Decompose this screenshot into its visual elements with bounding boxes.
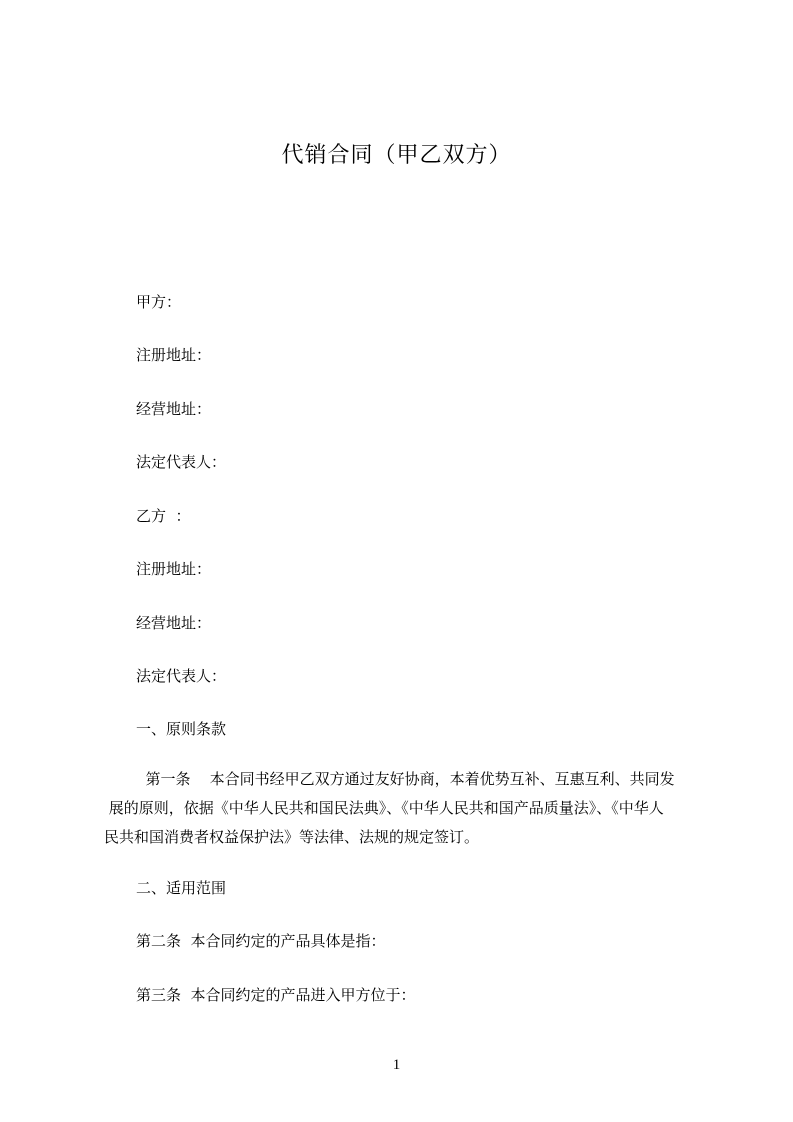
article-2: 第二条 本合同约定的产品具体是指： bbox=[136, 932, 386, 950]
party-a-name-label: 甲方： bbox=[136, 293, 182, 311]
party-a-business-address-label: 经营地址： bbox=[136, 400, 212, 418]
article-1-paragraph bbox=[104, 765, 724, 852]
article-3: 第三条 本合同约定的产品进入甲方位于： bbox=[136, 986, 416, 1004]
document-title: 代销合同（甲乙双方） bbox=[281, 143, 512, 168]
party-b-name-label: 乙方 ： bbox=[136, 507, 191, 525]
party-b-legal-rep-label: 法定代表人： bbox=[136, 667, 227, 685]
article-1-line-2: 展的原则，依据《中华人民共和国民法典》、《中华人民共和国产品质量法》、《中华人 bbox=[104, 799, 664, 817]
party-b-registered-address-label: 注册地址： bbox=[136, 560, 212, 578]
article-1-line-3: 民共和国消费者权益保护法》等法律、法规的规定签订。 bbox=[104, 828, 480, 846]
article-1-line-1: 第一条 本合同书经甲乙双方通过友好协商，本着优势互补、互惠互利、共同发 bbox=[136, 770, 675, 788]
section-2-heading: 二、适用范围 bbox=[136, 879, 227, 897]
page-number: 1 bbox=[392, 1057, 401, 1073]
party-a-legal-rep-label: 法定代表人： bbox=[136, 453, 227, 471]
party-a-registered-address-label: 注册地址： bbox=[136, 346, 212, 364]
section-1-heading: 一、原则条款 bbox=[136, 720, 227, 738]
party-b-business-address-label: 经营地址： bbox=[136, 614, 212, 632]
